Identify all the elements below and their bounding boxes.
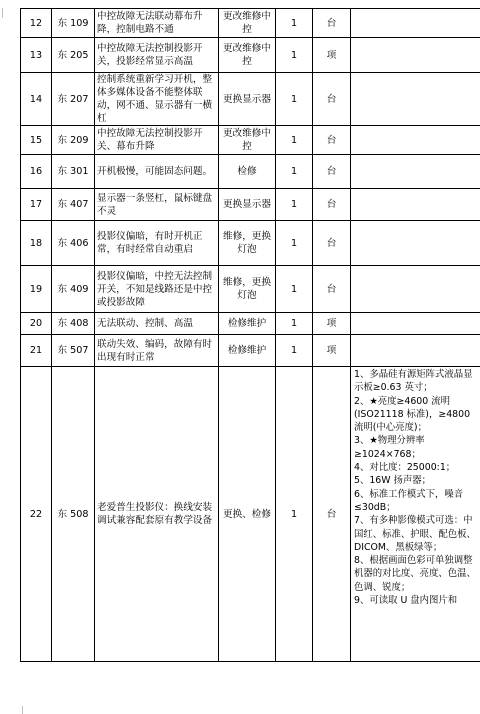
location-cell: 东 508	[52, 367, 95, 662]
spec-line: 5、16W 扬声器；	[354, 475, 432, 487]
location-cell: 东 407	[52, 189, 95, 221]
repair-action-cell: 更改维修中控	[219, 126, 276, 155]
repair-table	[20, 8, 480, 662]
table-body	[21, 9, 480, 662]
location-cell: 东 409	[52, 266, 95, 313]
repair-action-cell: 更改维修中控	[219, 38, 276, 73]
unit-cell: 项	[313, 38, 351, 73]
crop-mark-left	[2, 8, 3, 18]
row-number-cell: 16	[21, 155, 52, 189]
quantity-cell: 1	[276, 313, 313, 335]
spec-line: 4、对比度：25000:1；	[354, 462, 456, 474]
repair-action-cell: 更换、检修	[219, 367, 276, 662]
issue-description-cell: 中控故障无法控制投影开关，投影经常显示高温	[95, 38, 219, 73]
specification-cell	[351, 38, 480, 73]
table-row	[21, 155, 480, 189]
issue-description-cell: 显示器一条竖杠，鼠标键盘不灵	[95, 189, 219, 221]
row-number-cell: 12	[21, 9, 52, 38]
specification-cell	[351, 155, 480, 189]
specification-cell	[351, 9, 480, 38]
table-row	[21, 367, 480, 662]
location-cell: 东 301	[52, 155, 95, 189]
spec-line: 2、★亮度≥4600 流明(ISO21118 标准)，≥4800 流明(中心亮度)；	[354, 395, 471, 434]
spec-line: 1、多晶硅有源矩阵式液晶显示板≥0.63 英寸；	[354, 369, 473, 394]
table-row	[21, 189, 480, 221]
location-cell: 东 507	[52, 335, 95, 367]
repair-action-cell: 更改维修中控	[219, 9, 276, 38]
unit-cell: 台	[313, 221, 351, 266]
location-cell: 东 406	[52, 221, 95, 266]
issue-description-cell: 中控故障无法联动幕布升降，控制电路不通	[95, 9, 219, 38]
row-number-cell: 19	[21, 266, 52, 313]
row-number-cell: 22	[21, 367, 52, 662]
table-row	[21, 313, 480, 335]
table-row	[21, 9, 480, 38]
quantity-cell: 1	[276, 73, 313, 126]
table-row	[21, 221, 480, 266]
row-number-cell: 14	[21, 73, 52, 126]
unit-cell: 台	[313, 155, 351, 189]
specification-cell	[351, 367, 480, 662]
unit-cell: 项	[313, 335, 351, 367]
specification-cell	[351, 335, 480, 367]
unit-cell: 台	[313, 189, 351, 221]
quantity-cell: 1	[276, 38, 313, 73]
spec-line: 3、★物理分辨率≥1024×768；	[354, 435, 425, 460]
spec-line: 6、标准工作模式下，噪音≤30dB；	[354, 488, 464, 513]
repair-action-cell: 维修，更换灯泡	[219, 221, 276, 266]
table-row	[21, 73, 480, 126]
quantity-cell: 1	[276, 189, 313, 221]
issue-description-cell: 联动失效、编码，故障有时出现有时正常	[95, 335, 219, 367]
repair-action-cell: 检修维护	[219, 313, 276, 335]
row-number-cell: 15	[21, 126, 52, 155]
specification-cell	[351, 221, 480, 266]
crop-mark-bottom-left	[22, 706, 23, 714]
unit-cell: 台	[313, 126, 351, 155]
spec-line: 9、可读取 U 盘内图片和	[354, 595, 458, 607]
issue-description-cell: 投影仪偏暗，中控无法控制开关，不知是线路还是中控或投影故障	[95, 266, 219, 313]
location-cell: 东 205	[52, 38, 95, 73]
table-row	[21, 266, 480, 313]
quantity-cell: 1	[276, 155, 313, 189]
issue-description-cell: 投影仪偏暗，有时开机正常，有时经常自动重启	[95, 221, 219, 266]
issue-description-cell: 开机极慢，可能固态问题。	[95, 155, 219, 189]
unit-cell: 台	[313, 73, 351, 126]
location-cell: 东 207	[52, 73, 95, 126]
repair-action-cell: 维修，更换灯泡	[219, 266, 276, 313]
repair-action-cell: 更换显示器	[219, 73, 276, 126]
specification-cell	[351, 313, 480, 335]
specification-cell	[351, 189, 480, 221]
specification-cell	[351, 73, 480, 126]
unit-cell: 项	[313, 313, 351, 335]
quantity-cell: 1	[276, 367, 313, 662]
location-cell: 东 209	[52, 126, 95, 155]
issue-description-cell: 中控故障无法控制投影开关、幕布升降	[95, 126, 219, 155]
unit-cell: 台	[313, 266, 351, 313]
row-number-cell: 18	[21, 221, 52, 266]
row-number-cell: 21	[21, 335, 52, 367]
issue-description-cell: 老爱普生投影仪：换线安装调试兼容配套原有教学设备	[95, 367, 219, 662]
repair-action-cell: 更换显示器	[219, 189, 276, 221]
table-row	[21, 335, 480, 367]
specification-cell	[351, 126, 480, 155]
repair-action-cell: 检修维护	[219, 335, 276, 367]
location-cell: 东 109	[52, 9, 95, 38]
quantity-cell: 1	[276, 9, 313, 38]
quantity-cell: 1	[276, 335, 313, 367]
repair-action-cell: 检修	[219, 155, 276, 189]
spec-line: 7、有多种影像模式可选：中国红、标准、护眼、配色板、DICOM、黑板绿等；	[354, 515, 476, 553]
table-row	[21, 126, 480, 155]
spec-line: 8、根据画面色彩可单独调整机器的对比度、亮度、色温、色调、锐度；	[354, 555, 476, 593]
unit-cell: 台	[313, 367, 351, 662]
row-number-cell: 13	[21, 38, 52, 73]
quantity-cell: 1	[276, 266, 313, 313]
issue-description-cell: 无法联动、控制、高温	[95, 313, 219, 335]
location-cell: 东 408	[52, 313, 95, 335]
quantity-cell: 1	[276, 126, 313, 155]
quantity-cell: 1	[276, 221, 313, 266]
table-row	[21, 38, 480, 73]
row-number-cell: 17	[21, 189, 52, 221]
issue-description-cell: 控制系统重新学习开机，整体多媒体设备不能整体联动，网不通、显示器有一横杠	[95, 73, 219, 126]
specification-cell	[351, 266, 480, 313]
row-number-cell: 20	[21, 313, 52, 335]
unit-cell: 台	[313, 9, 351, 38]
